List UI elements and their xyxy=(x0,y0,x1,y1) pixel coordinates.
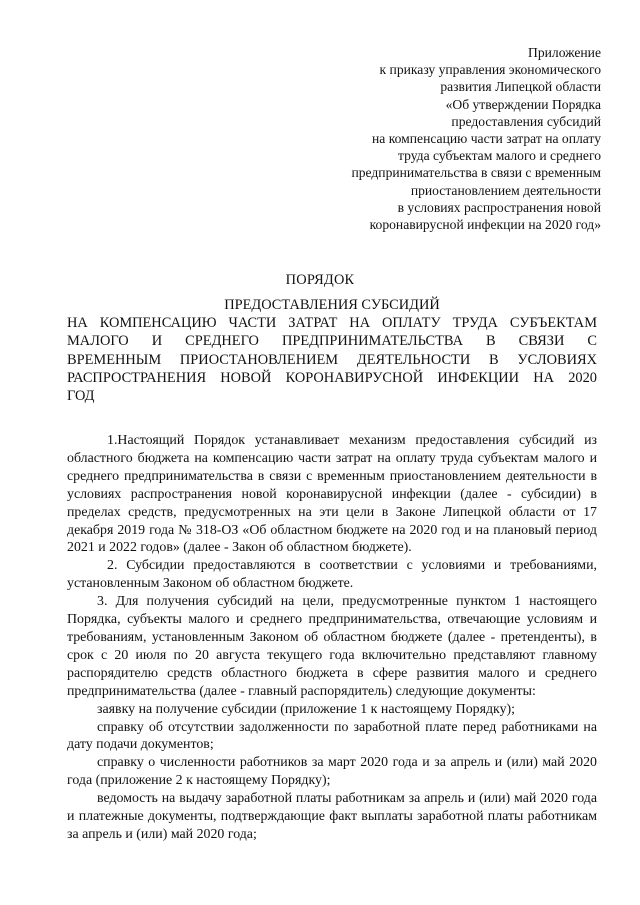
list-item: справку о численности работников за март 2020 года и за апрель и (или) май 2020 года (приложение 2 к настоящему Порядку); xyxy=(67,755,597,789)
document-title: ПОРЯДОК xyxy=(285,272,355,288)
paragraph-3: 3. Для получения субсидий на цели, предусмотренные пунктом 1 настоящего Порядка, субъекты малого и среднего предпринимательства, отвечающие условиям и требованиям, установленным Законом об областном бюджете (далее - претенденты), в срок с 20 июля по 20 августа текущего года включительно представляют главному распорядителю средств областного бюджета в сфере развития малого и среднего предпринимательства (далее - главный распорядитель) следующие документы: xyxy=(67,594,597,699)
annex-line: Приложение xyxy=(528,45,601,60)
document-subtitle xyxy=(67,296,597,405)
annex-line: на компенсацию части затрат на оплату xyxy=(372,131,601,147)
list-item: заявку на получение субсидии (приложение 1 к настоящему Порядку); xyxy=(97,701,516,717)
subtitle-line: ВРЕМЕННЫМ ПРИОСТАНОВЛЕНИЕМ ДЕЯТЕЛЬНОСТИ В УСЛОВИЯХ xyxy=(67,351,597,368)
list-item: справку об отсутствии задолженности по заработной плате перед работниками на дату подачи документов; xyxy=(67,719,597,753)
subtitle-line: МАЛОГО И СРЕДНЕГО ПРЕДПРИНИМАТЕЛЬСТВА В СВЯЗИ С xyxy=(67,333,597,350)
paragraph-1: 1.Настоящий Порядок устанавливает механизм предоставления субсидий из областного бюджета на компенсацию части затрат на оплату труда субъектам малого и среднего предпринимательства в связи с временным приостановлением деятельности в условиях распространения новой коронавирусной инфекции (далее - субсидии) в пределах средств, предусмотренных на эти цели в Законе Липецкой области от 17 декабря 2019 года № 318-ОЗ «Об областном бюджете на 2020 год и на плановый период 2021 и 2022 годов» (далее - Закон об областном бюджете). xyxy=(67,433,597,556)
paragraph-2: 2. Субсидии предоставляются в соответствии с условиями и требованиями, установленным Законом об областном бюджете. xyxy=(67,558,597,592)
annex-line: труда субъектам малого и среднего xyxy=(398,148,601,164)
subtitle-line: ГОД xyxy=(67,388,95,405)
annex-line: предоставления субсидий xyxy=(451,113,601,129)
annex-line: в условиях распространения новой xyxy=(397,199,601,215)
subtitle-line: РАСПРОСТРАНЕНИЯ НОВОЙ КОРОНАВИРУСНОЙ ИНФЕКЦИИ НА 2020 xyxy=(67,369,597,386)
annex-line: «Об утверждении Порядка xyxy=(445,96,601,112)
annex-line: предпринимательства в связи с временным xyxy=(351,165,601,181)
annex-line: к приказу управления экономического xyxy=(379,62,601,78)
list-item: ведомость на выдачу заработной платы работникам за апрель и (или) май 2020 года и платежные документы, подтверждающие факт выплаты заработной платы работникам за апрель и (или) май 2020 года; xyxy=(67,791,597,842)
annex-line: развития Липецкой области xyxy=(440,79,601,95)
document-body xyxy=(67,432,597,844)
annex-line: приостановлением деятельности xyxy=(410,182,601,198)
subtitle-line: НА КОМПЕНСАЦИЮ ЧАСТИ ЗАТРАТ НА ОПЛАТУ ТРУДА СУБЪЕКТАМ xyxy=(67,315,597,332)
annex-line: коронавирусной инфекции на 2020 год» xyxy=(369,217,601,233)
annex-header xyxy=(241,44,601,233)
subtitle-line: ПРЕДОСТАВЛЕНИЯ СУБСИДИЙ xyxy=(224,297,440,313)
